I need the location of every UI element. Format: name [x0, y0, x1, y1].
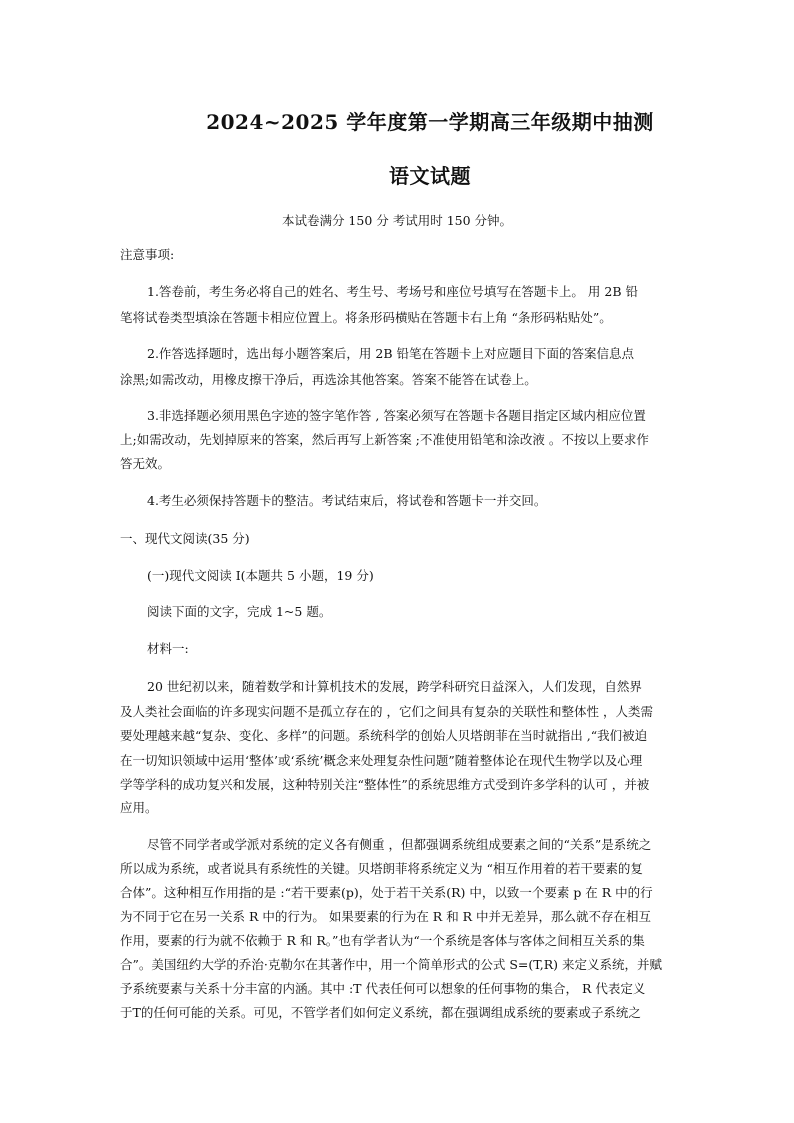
- notice-2-line-1: 2.作答选择题时，选出每小题答案后，用 2B 铅笔在答题卡上对应题目下面的答案信息点: [147, 346, 635, 361]
- sub-heading: (一)现代文阅读 I(本题共 5 小题，19 分): [147, 568, 374, 583]
- paragraph-2-line-3: 合体”。这种相互作用指的是 :“若干要素(p)，处于若干关系(R) 中，以致一个要素 p 在 R 中的行: [120, 885, 653, 900]
- notice-3-line-1: 3.非选择题必须用黑色字迹的签字笔作答 , 答案必须写在答题卡各题目指定区域内相应位置: [147, 408, 646, 423]
- notice-heading: 注意事项:: [120, 247, 175, 262]
- paragraph-1-line-1: 20 世纪初以来，随着数学和计算机技术的发展，跨学科研究日益深入，人们发现，自然界: [147, 679, 642, 694]
- paragraph-2-line-8: 于T的任何可能的关系。可见，不管学者们如何定义系统，都在强调组成系统的要素或子系统之: [120, 1005, 641, 1020]
- exam-info: 本试卷满分 150 分 考试用时 150 分钟。: [281, 213, 513, 228]
- notice-1-line-2: 笔将试卷类型填涂在答题卡相应位置上。将条形码横贴在答题卡右上角 “条形码粘贴处”。: [120, 310, 612, 325]
- paragraph-2-line-4: 为不同于它在另一关系 R 中的行为。 如果要素的行为在 R 和 R 中并无差异，那么就不存在相互: [120, 909, 652, 924]
- notice-3-line-3: 答无效。: [120, 456, 171, 471]
- paragraph-2-line-2: 所以成为系统，或者说具有系统性的关键。贝塔朗菲将系统定义为 “相互作用着的若干要素的复: [120, 861, 643, 876]
- notice-4-line-1: 4.考生必须保持答题卡的整洁。考试结束后，将试卷和答题卡一并交回。: [147, 493, 547, 508]
- exam-subject-title: 语文试题: [389, 164, 471, 188]
- paragraph-2-line-5: 作用，要素的行为就不依赖于 R 和 R。”也有学者认为“一个系统是客体与客体之间相互关系的集: [120, 933, 645, 948]
- paragraph-2-line-1: 尽管不同学者或学派对系统的定义各有侧重 ，但都强调系统组成要素之间的“关系”是系统之: [147, 837, 652, 852]
- paragraph-1-line-4: 在一切知识领域中运用‘整体’或‘系统’概念来处理复杂性问题”随着整体论在现代生物学以及心理: [120, 753, 643, 768]
- notice-1-line-1: 1.答卷前，考生务必将自己的姓名、考生号、考场号和座位号填写在答题卡上。 用 2B 铅: [147, 284, 638, 299]
- paragraph-1-line-2: 及人类社会面临的许多现实问题不是孤立存在的 ，它们之间具有复杂的关联性和整体性 ，人类需: [120, 704, 653, 719]
- material-label: 材料一:: [147, 641, 189, 656]
- paragraph-2-line-7: 予系统要素与关系十分丰富的内涵。其中 :T 代表任何可以想象的任何事物的集合， R 代表定义: [120, 981, 646, 996]
- exam-title: 2024~2025 学年度第一学期高三年级期中抽测: [206, 110, 654, 134]
- paragraph-1-line-3: 要处理越来越“复杂、变化、多样”的问题。系统科学的创始人贝塔朗菲在当时就指出 ,“我们被迫: [120, 728, 648, 743]
- notice-2-line-2: 涂黑;如需改动，用橡皮擦干净后，再选涂其他答案。答案不能答在试卷上。: [120, 372, 537, 387]
- section-heading: 一、现代文阅读(35 分): [120, 531, 250, 546]
- reading-instruction: 阅读下面的文字，完成 1~5 题。: [147, 604, 332, 619]
- notice-3-line-2: 上;如需改动，先划掉原来的答案，然后再写上新答案 ;不准使用铅笔和涂改液 。不按以上要求作: [120, 432, 649, 447]
- paragraph-1-line-5: 学等学科的成功复兴和发展，这种特别关注“整体性”的系统思维方式受到许多学科的认可 ，并被: [120, 777, 650, 792]
- paragraph-1-line-6: 应用。: [120, 800, 158, 815]
- paragraph-2-line-6: 合”。美国纽约大学的乔治·克勒尔在其著作中，用一个简单形式的公式 S=(T,R) 来定义系统，并赋: [120, 957, 662, 972]
